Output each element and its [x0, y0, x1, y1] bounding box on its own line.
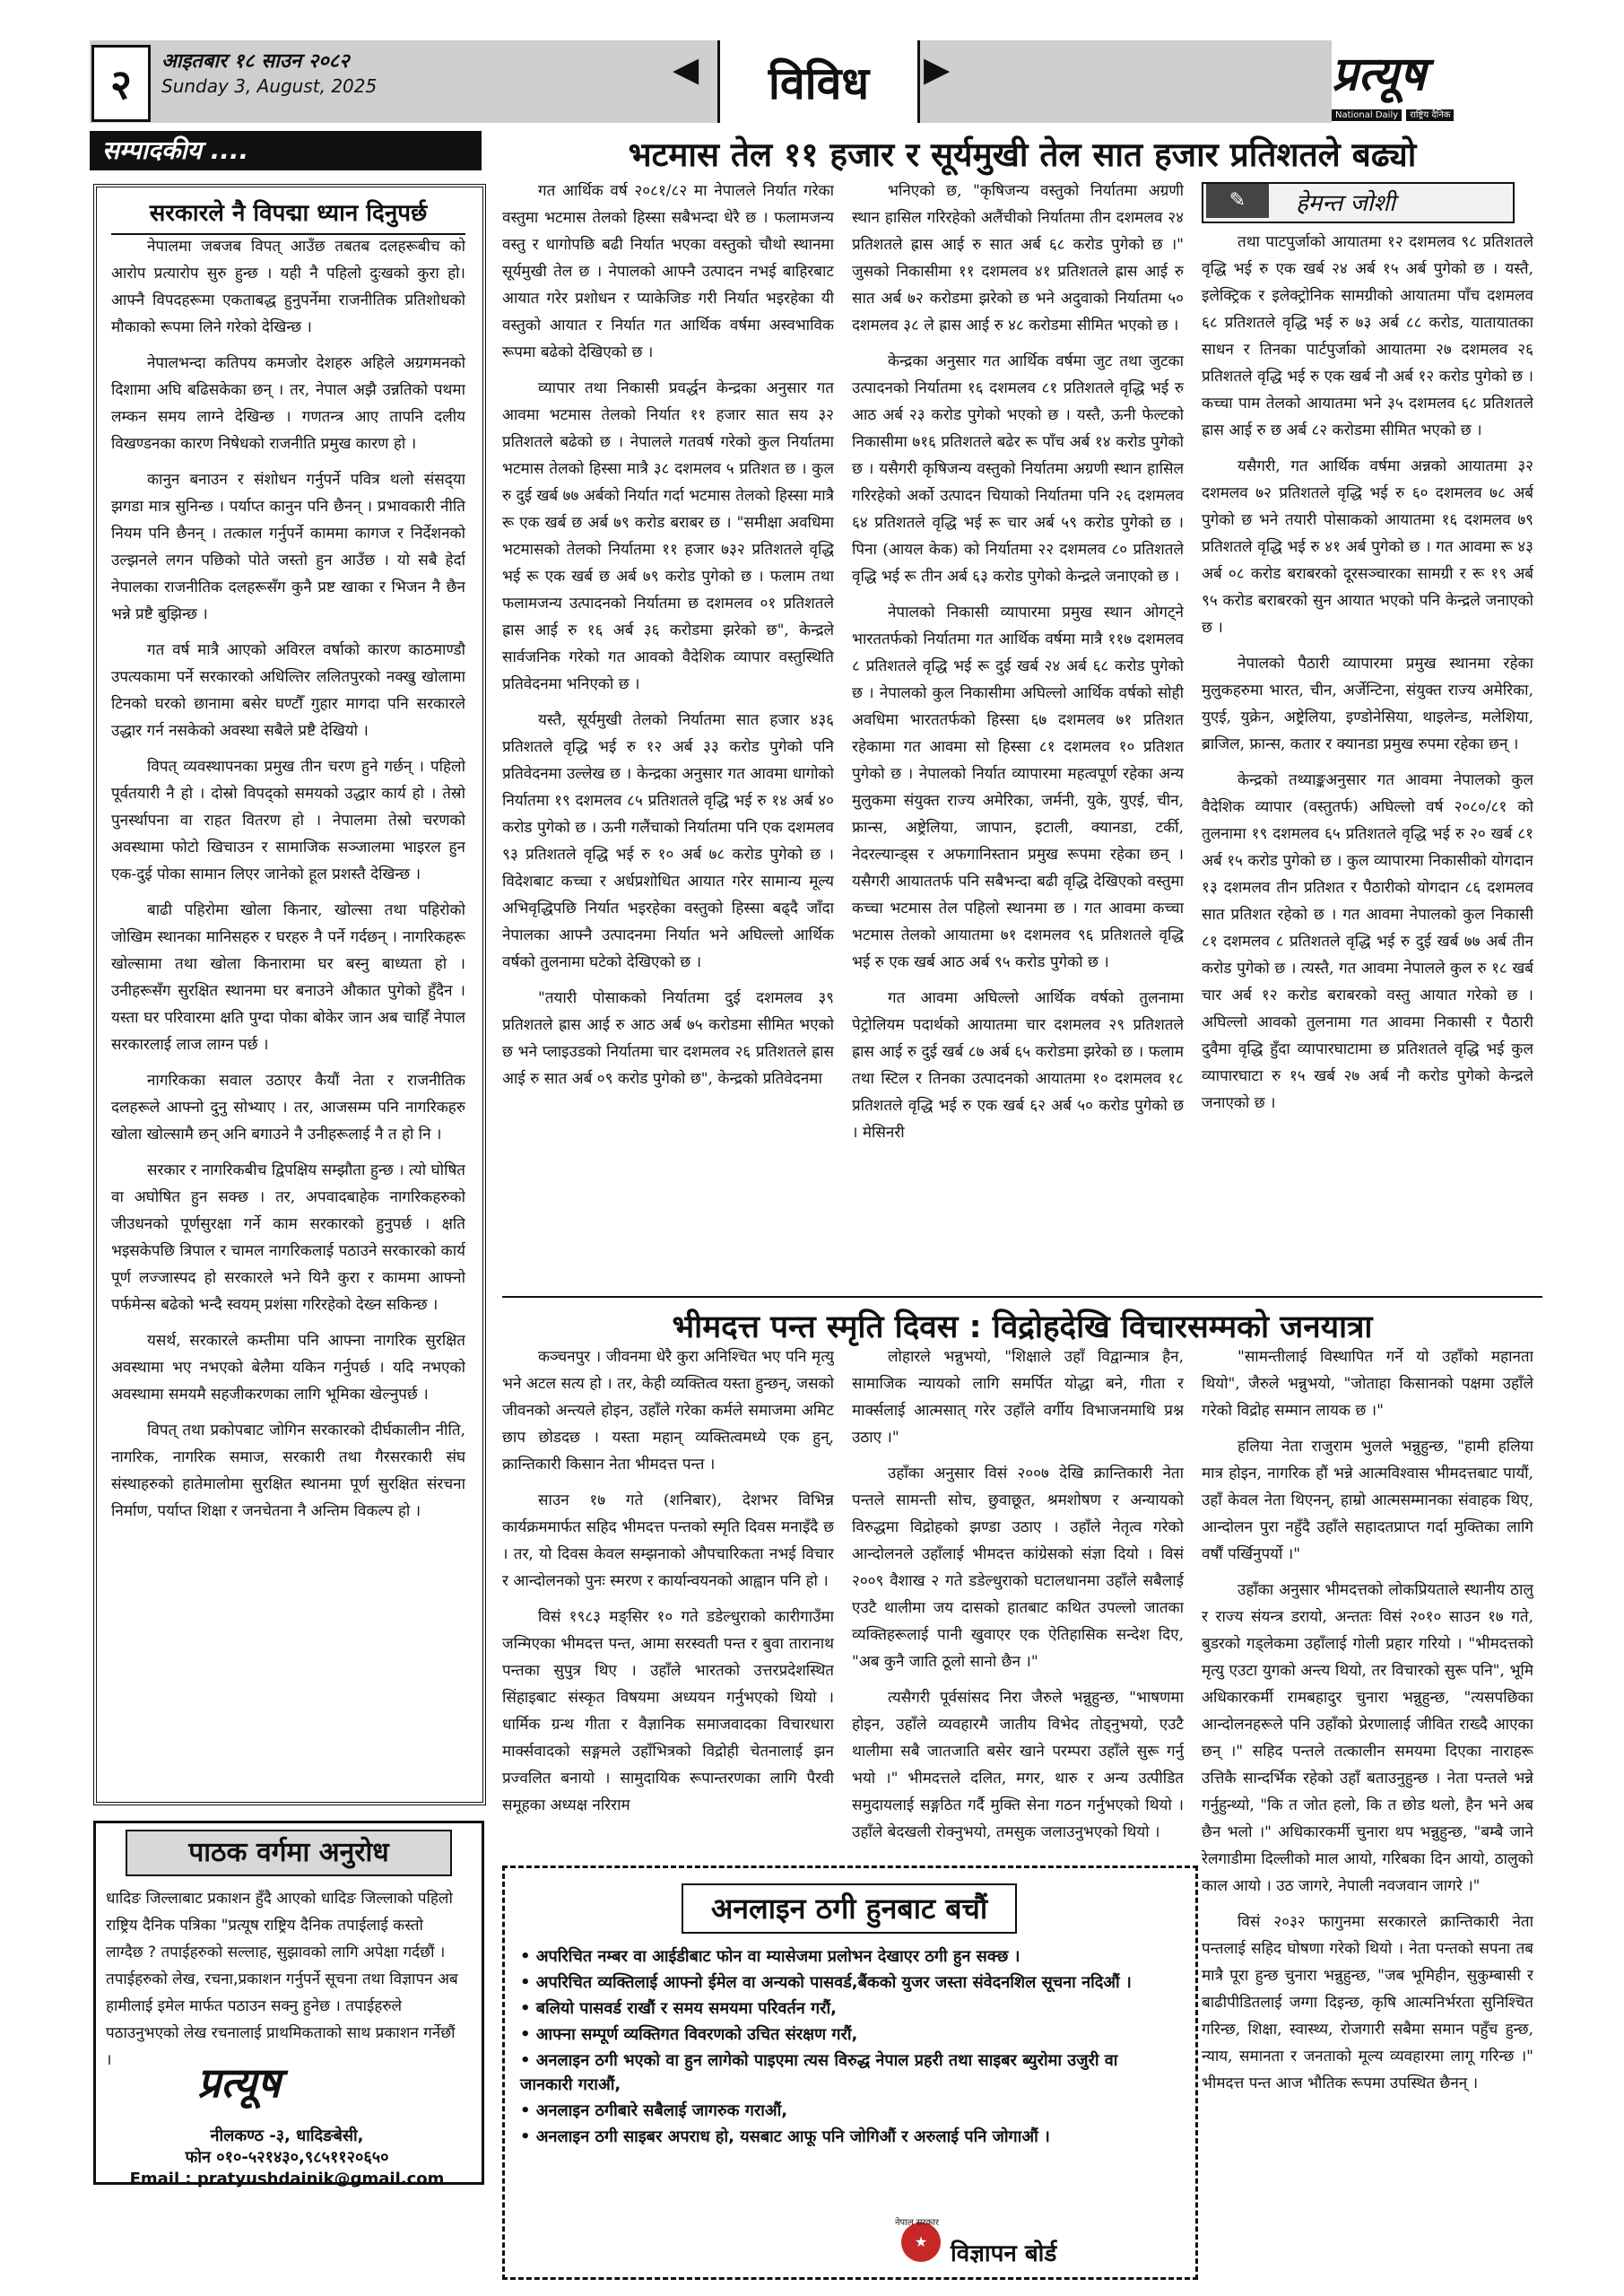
- fraud-notice-title: अनलाइन ठगी हुनबाट बचौं: [682, 1883, 1017, 1934]
- article1-byline: हेमन्त जोशी: [1296, 190, 1395, 217]
- editorial-paragraph: यसर्थ, सरकारले कम्तीमा पनि आफ्ना नागरिक सुरक्षित अवस्थामा भए नभएको बेलैमा यकिन गर्नुपर्छ । यदि नभएको अवस्थामा समयमै सहजीकरणका लागि भूमिका खेल्नुपर्छ ।: [111, 1332, 465, 1404]
- editorial-paragraph: नेपालभन्दा कतिपय कमजोर देशहरु अहिले अग्रगमनको दिशामा अघि बढिसकेका छन् । तर, नेपाल अझै उन्नतिको पथमा लम्कन समय लाग्ने देखिन्छ । गणतन्त्र आए तापनि दलीय विखण्डनका कारण निषेधको राजनीति प्रमुख कारण हो ।: [111, 354, 465, 453]
- list-item: • अनलाइन ठगीबारे सबैलाई जागरुक गराऔं,: [520, 2101, 788, 2120]
- article-paragraph: विसं १९८३ मङ्सिर १० गते डडेल्धुराको कारीगाउँमा जन्मिएका भीमदत्त पन्त, आमा सरस्वती पन्त र बुवा तारानाथ पन्तका सुपुत्र थिए । उहाँले भारतको उत्तरप्रदेशस्थित सिंहाइबाट संस्कृत विषयमा अध्ययन गर्नुभएको थियो । धार्मिक ग्रन्थ गीता र वैज्ञानिक समाजवादका विचारधारा मार्क्सवादको सङ्गमले उहाँभित्रको विद्रोही चेतनालाई झन प्रज्वलित बनायो । सामुदायिक रूपान्तरणका लागि पैरवी समूहका अध्यक्ष नरिराम: [502, 1608, 834, 1814]
- list-item: • अनलाइन ठगी भएको वा हुन लागेको पाइएमा त्यस विरुद्ध नेपाल प्रहरी तथा साइबर ब्युरोमा उजुरी वा जानकारी गराऔं,: [520, 2051, 1118, 2094]
- article-paragraph: "सामन्तीलाई विस्थापित गर्ने यो उहाँको महानता थियो", जैरुले भन्नुभयो, "जोताहा किसानको पक्षमा उहाँले गरेको विद्रोह सम्मान लायक छ ।": [1202, 1348, 1533, 1420]
- article-paragraph: केन्द्रका अनुसार गत आर्थिक वर्षमा जुट तथा जुटका उत्पादनको निर्यातमा १६ दशमलव ८१ प्रतिशतले वृद्धि भई रु आठ अर्ब २३ करोड पुगेको भएको छ । यस्तै, ऊनी फेल्टको निकासीमा ७१६ प्रतिशतले बढेर रू पाँच अर्ब १४ करोड पुगेको छ । यसैगरी कृषिजन्य वस्तुको निर्यातमा अग्रणी स्थान हासिल गरिरहेको अर्को उत्पादन चियाको निर्यातमा पनि २६ दशमलव ६४ प्रतिशतले वृद्धि भई रू चार अर्ब ५९ करोड पुगेको छ । पिना (आयल केक) को निर्यातमा २२ दशमलव ८० प्रतिशतले वृद्धि भई रू तीन अर्ब ६३ करोड पुगेको केन्द्रले जनाएको छ ।: [852, 352, 1184, 586]
- article-paragraph: यस्तै, सूर्यमुखी तेलको निर्यातमा सात हजार ४३६ प्रतिशतले वृद्धि भई रु १२ अर्ब ३३ करोड पुगेको पनि प्रतिवेदनमा उल्लेख छ । केन्द्रका अनुसार गत आवमा धागोको निर्यातमा १९ दशमलव ८५ प्रतिशतले वृद्धि भई रु १४ अर्ब ४० करोड पुगेको छ । ऊनी गलैंचाको निर्यातमा पनि एक दशमलव ९३ प्रतिशतले वृद्धि भई रु १० अर्ब ७८ करोड पुगेको छ । विदेशबाट कच्चा र अर्धप्रशोधित आयात गरेर सामान्य मूल्य अभिवृद्धिपछि निर्यात भइरहेका वस्तुको हिस्सा बढ्दै जाँदा नेपालका आफ्नै उत्पादनमा निर्यात भने अघिल्लो आर्थिक वर्षको तुलनामा घटेको देखिएको छ ।: [502, 711, 834, 971]
- address: नीलकण्ठ -३, धादिङबेसी,: [210, 2126, 364, 2145]
- date-english: Sunday 3, August, 2025: [161, 75, 378, 97]
- reader-request-title: पाठक वर्गमा अनुरोध: [126, 1830, 452, 1876]
- editorial-paragraph: विपत् व्यवस्थापनका प्रमुख तीन चरण हुने गर्छन् । पहिलो पूर्वतयारी नै हो । दोस्रो विपद्को समयको उद्धार कार्य हो । तेस्रो पुनर्स्थापना वा राहत वितरण हो । नेपालमा तेस्रो चरणको अवस्थामा फोटो खिचाउन र सामाजिक सञ्जालमा भाइरल हुन एक-दुई पोका सामान लिएर जानेको हूल प्रशस्तै देखिन्छ ।: [111, 758, 465, 883]
- article-paragraph: "तयारी पोसाकको निर्यातमा दुई दशमलव ३९ प्रतिशतले ह्रास आई रु आठ अर्ब ७५ करोडमा सीमित भएको छ भने प्लाइउडको निर्यातमा चार दशमलव २६ प्रतिशतले ह्रास आई रु सात अर्ब ०९ करोड पुगेको छ", केन्द्रको प्रतिवेदनमा: [502, 989, 834, 1088]
- article-paragraph: नेपालको निकासी व्यापारमा प्रमुख स्थान ओगट्ने भारततर्फको निर्यातमा गत आर्थिक वर्षमा मात्रै ११७ दशमलव ८ प्रतिशतले वृद्धि भई रू दुई खर्ब २४ अर्ब ६८ करोड पुगेको छ । नेपालको कुल निकासीमा अघिल्लो आर्थिक वर्षको सोही अवधिमा भारततर्फको हिस्सा ६७ दशमलव ७१ प्रतिशत रहेकामा गत आवमा सो हिस्सा ८१ दशमलव १० प्रतिशत पुगेको छ । नेपालको निर्यात व्यापारमा महत्वपूर्ण रहेका अन्य मुलुकमा संयुक्त राज्य अमेरिका, जर्मनी, युके, युएई, चीन, फ्रान्स, अष्ट्रेलिया, जापान, इटाली, क्यानडा, टर्की, नेदरल्यान्ड्स र अफगानिस्तान प्रमुख रूपमा रहेका छन् । यसैगरी आयाततर्फ पनि सबैभन्दा बढी वृद्धि देखिएको वस्तुमा कच्चा भटमास तेल पहिलो स्थानमा छ । गत आवमा कच्चा भटमास तेलको आयातमा ७१ दशमलव ९६ प्रतिशतले वृद्धि भई रु एक खर्ब आठ अर्ब ९५ करोड पुगेको छ ।: [852, 604, 1184, 971]
- list-item: • बलियो पासवर्ड राखौं र समय समयमा परिवर्तन गरौं,: [520, 1999, 838, 2018]
- arrow-left-icon: ◀: [673, 49, 699, 89]
- list-item: • अपरिचित नम्बर वा आईडीबाट फोन वा म्यासेजमा प्रलोभन देखाएर ठगी हुन सक्छ ।: [520, 1947, 1020, 1966]
- article-paragraph: कञ्चनपुर । जीवनमा धेरै कुरा अनिश्चित भए पनि मृत्यु भने अटल सत्य हो । तर, केही व्यक्तित्व यस्ता हुन्छन्, जसको जीवनको अन्त्यले होइन, उहाँले गरेका कर्मले समाजमा अमिट छाप छोडदछ । यस्ता महान् व्यक्तित्वमध्ये एक हुन्, क्रान्तिकारी किसान नेता भीमदत्त पन्त ।: [502, 1348, 834, 1474]
- article-paragraph: यसैगरी, गत आर्थिक वर्षमा अन्नको आयातमा ३२ दशमलव ७२ प्रतिशतले वृद्धि भई रु ६० दशमलव ७८ अर्ब पुगेको छ भने तयारी पोसाकको आयातमा १६ दशमलव ७९ प्रतिशतले वृद्धि भई रु ४१ अर्ब पुगेको छ । गत आवमा रू ४३ अर्ब ०८ करोड बराबरको दूरसञ्चारका सामग्री र रू १९ अर्ब ९५ करोड बराबरको सुन आयात भएको पनि केन्द्रले जनाएको छ ।: [1202, 457, 1533, 637]
- editorial-title: सरकारले नै विपद्मा ध्यान दिनुपर्छ: [111, 196, 465, 235]
- reader-request-logo: प्रत्यूष: [197, 2058, 281, 2107]
- list-item: • अनलाइन ठगी साइबर अपराध हो, यसबाट आफू पनि जोगिऔं र अरुलाई पनि जोगाऔं ।: [520, 2127, 1050, 2146]
- nepal-emblem-icon: ★: [901, 2222, 941, 2262]
- page-number: २: [91, 45, 151, 122]
- article-paragraph: गत आर्थिक वर्ष २०८१/८२ मा नेपालले निर्यात गरेका वस्तुमा भटमास तेलको हिस्सा सबैभन्दा धेरै छ । फलामजन्य वस्तु र धागोपछि बढी निर्यात भएका वस्तुको चौथो स्थानमा सूर्यमुखी तेल छ । नेपालको आफ्नै उत्पादन नभई बाहिरबाट आयात गरेर प्रशोधन र प्याकेजिङ गरी निर्यात भइरहेका यी वस्तुको आयात र निर्यात गत आर्थिक वर्षमा अस्वभाविक रूपमा बढेको देखिएको छ ।: [502, 182, 834, 361]
- fraud-notice-footer: विज्ञापन बोर्ड: [951, 2240, 1057, 2267]
- article-paragraph: उहाँका अनुसार विसं २००७ देखि क्रान्तिकारी नेता पन्तले सामन्ती सोच, छुवाछूत, श्रमशोषण र अन्यायको विरुद्धमा विद्रोहको झण्डा उठाए । उहाँले नेतृत्व गरेको आन्दोलनले उहाँलाई भीमदत्त कांग्रेसको संज्ञा दियो । विसं २००९ वैशाख २ गते डडेल्धुराको घटालधानमा उहाँले सबैलाई एउटै थालीमा जय दासको हातबाट कथित उपल्लो जातका व्यक्तिहरूलाई पानी खुवाएर एक ऐतिहासिक सन्देश दिए, "अब कुनै जाति ठूलो सानो छैन ।": [852, 1465, 1184, 1671]
- editorial-paragraph: नागरिकका सवाल उठाएर कैयौं नेता र राजनीतिक दलहरूले आफ्नो दुनु सोभ्याए । तर, आजसम्म पनि नागरिकहरु खोला खोल्सामै छन् अनि बगाउने नै उनीहरूलाई नै त हो नि ।: [111, 1072, 465, 1144]
- article-paragraph: त्यसैगरी पूर्वसांसद निरा जैरुले भन्नुहुन्छ, "भाषणमा होइन, उहाँले व्यवहारमै जातीय विभेद तोड्नुभयो, एउटै थालीमा सबै जातजाति बसेर खाने परम्परा उहाँले सुरू गर्नु भयो ।" भीमदत्तले दलित, मगर, थारु र अन्य उत्पीडित समुदायलाई सङ्गठित गर्दै मुक्ति सेना गठन गर्नुभएको थियो । उहाँले बेदखली रोक्नुभयो, तमसुक जलाउनुभएको थियो ।: [852, 1689, 1184, 1841]
- article-paragraph: उहाँका अनुसार भीमदत्तको लोकप्रियताले स्थानीय ठालु र राज्य संयन्त्र डरायो, अन्ततः विसं २०१० साउन १७ गते, बुडरको गड्लेकमा उहाँलाई गोली प्रहार गरियो । "भीमदत्तको मृत्यु एउटा युगको अन्त्य थियो, तर विचारको सुरू पनि", भूमि अधिकारकर्मी रामबहादुर चुनारा भन्नुहुन्छ, "त्यसपछिका आन्दोलनहरूले पनि उहाँको प्रेरणालाई जीवित राख्दै आएका छन् ।" सहिद पन्तले तत्कालीन समयमा दिएका नाराहरू उत्तिकै सान्दर्भिक रहेको उहाँ बताउनुहुन्छ । नेता पन्तले भन्ने गर्नुहुन्थ्यो, "कि त जोत हलो, कि त छोड थलो, हैन भने अब छैन भलो ।" अधिकारकर्मी चुनारा थप भन्नुहुन्छ, "बम्बै जाने रेलगाडीमा दिल्लीको माल आयो, गरिबका दिन आयो, ठालुको काल आयो । उठ जागरे, नेपाली नवजवान जागरे ।": [1202, 1581, 1533, 1895]
- article2-column-2: [852, 1344, 1184, 1846]
- editorial-paragraph: नेपालमा जबजब विपत् आउँछ तबतब दलहरूबीच को आरोप प्रत्यारोप सुरु हुन्छ । यही नै पहिलो दुःखको कुरा हो। आफ्नै विपदहरूमा एकताबद्ध हुनुपर्नेमा राजनीतिक प्रतिशोधको मौकाको रूपमा लिने गरेको देखिन्छ ।: [111, 238, 465, 336]
- article-paragraph: व्यापार तथा निकासी प्रवर्द्धन केन्द्रका अनुसार गत आवमा भटमास तेलको निर्यात ११ हजार सात सय ३२ प्रतिशतले बढेको छ । नेपालले गतवर्ष गरेको कुल निर्यातमा भटमास तेलको हिस्सा मात्रै ३८ दशमलव ५ प्रतिशत छ । कुल रु दुई खर्ब ७७ अर्बको निर्यात गर्दा भटमास तेलको हिस्सा मात्रै रू एक खर्ब छ अर्ब ७९ करोड बराबर छ । "समीक्षा अवधिमा भटमासको तेलको निर्यातमा ११ हजार ७३२ प्रतिशतले वृद्धि भई रू एक खर्ब छ अर्ब ७९ करोड पुगेको छ । फलाम तथा फलामजन्य उत्पादनको निर्यातमा छ दशमलव ०१ प्रतिशतले ह्रास आई रु १६ अर्ब ३६ करोडमा झरेको छ", केन्द्रले सार्वजनिक गरेको गत आवको वैदेशिक व्यापार वस्तुस्थिति प्रतिवेदनमा भनिएको छ ।: [502, 379, 834, 693]
- article-paragraph: हलिया नेता राजुराम भुलले भन्नुहुन्छ, "हामी हलिया मात्र होइन, नागरिक हौं भन्ने आत्मविश्वास भीमदत्तबाट पायौं, उहाँ केवल नेता थिएनन्, हाम्रो आत्मसम्मानका संवाहक थिए, आन्दोलन पुरा नहुँदै उहाँले सहादतप्राप्त गर्दा मुक्तिका लागि वर्षौं पर्खिनुपर्यो ।": [1202, 1438, 1533, 1563]
- article-paragraph: भनिएको छ, "कृषिजन्य वस्तुको निर्यातमा अग्रणी स्थान हासिल गरिरहेको अलैंचीको निर्यातमा तीन दशमलव २४ प्रतिशतले ह्रास आई रु सात अर्ब ६८ करोड पुगेको छ ।" जुसको निकासीमा ११ दशमलव ४१ प्रतिशतले ह्रास आई रु सात अर्ब ७२ करोडमा झरेको छ भने अदुवाको निर्यातमा ५० दशमलव ३८ ले ह्रास आई रु ४८ करोडमा सीमित भएको छ ।: [852, 182, 1184, 335]
- email[interactable]: Email : pratyushdainik@gmail.com: [129, 2170, 445, 2188]
- editorial-paragraph: विपत् तथा प्रकोपबाट जोगिन सरकारको दीर्घकालीन नीति, नागरिक, नागरिक समाज, सरकारी तथा गैरसरकारी संघ संस्थाहरुको हातेमालोमा सुरक्षित स्थानमा पूर्ण सुरक्षित संरचना निर्माण, पर्याप्त शिक्षा र जनचेतना नै अन्तिम विकल्प हो ।: [111, 1422, 465, 1520]
- date-nepali: आइतबार १८ साउन २०८२: [161, 50, 350, 73]
- article1-column-2: [852, 178, 1184, 1272]
- editorial-band: सम्पादकीय ....: [90, 131, 482, 170]
- editorial-paragraph: सरकार र नागरिकबीच द्विपक्षिय सम्झौता हुन्छ । त्यो घोषित वा अघोषित हुन सक्छ । तर, अपवादबाहेक नागरिकहरुको जीउधनको पूर्णसुरक्षा गर्ने काम सरकारको हुनुपर्छ । क्षति भइसकेपछि त्रिपाल र चामल नागरिकलाई पठाउने सरकारको कार्य पूर्ण लज्जास्पद हो सरकारले भने यिनै कुरा र काममा आफ्नो पर्फमेन्स बढेको भन्दै स्वयम् प्रशंसा गरिरहेको देख्न सकिन्छ ।: [111, 1161, 465, 1314]
- reader-request-text: धादिङ जिल्लाबाट प्रकाशन हुँदै आएको धादिङ जिल्लाको पहिलो राष्ट्रिय दैनिक पत्रिका "प्रत्यूष राष्ट्रिय दैनिक तपाईलाई कस्तो लाग्दैछ ? तपाईहरुको सल्लाह, सुझावको लागि अपेक्षा गर्दछौं । तपाईहरुको लेख, रचना,प्रकाशन गर्नुपर्ने सूचना तथा विज्ञापन अब हामीलाई इमेल मार्फत पठाउन सक्नु हुनेछ । तपाईहरुले पठाउनुभएको लेख रचनालाई प्राथमिकताको साथ प्रकाशन गर्नेछौं ।: [106, 1890, 458, 2069]
- article-paragraph: नेपालको पैठारी व्यापारमा प्रमुख स्थानमा रहेका मुलुकहरुमा भारत, चीन, अर्जेन्टिना, संयुक्त राज्य अमेरिका, युएई, युक्रेन, अष्ट्रेलिया, इण्डोनेसिया, थाइलेन्ड, मलेशिया, ब्राजिल, फ्रान्स, कतार र क्यानडा प्रमुख रुपमा रहेका छन् ।: [1202, 655, 1533, 753]
- emblem-label: नेपाल सरकार: [895, 2218, 939, 2228]
- list-item: • आफ्ना सम्पूर्ण व्यक्तिगत विवरणको उचित संरक्षण गरौं,: [520, 2025, 858, 2044]
- editorial-paragraph: बाढी पहिरोमा खोला किनार, खोल्सा तथा पहिरोको जोखिम स्थानका मानिसहरु र घरहरु नै पर्ने गर्दछन् । नागरिकहरू खोल्सामा तथा खोला किनारामा घर बस्नु बाध्यता हो । उनीहरूसँग सुरक्षित स्थानमा घर बनाउने औकात पुगेको हुँदैन । यस्ता घर परिवारमा क्षति पुग्दा पोका बोकेर जान अब चाहिँ नेपाल सरकारलाई लाज लाग्न पर्छ ।: [111, 901, 465, 1054]
- article1-headline: भटमास तेल ११ हजार र सूर्यमुखी तेल सात हजार प्रतिशतले बढ्यो: [628, 135, 1417, 174]
- article1-column-3: [1202, 229, 1533, 1274]
- section-title: विविध: [717, 40, 920, 123]
- editorial-paragraph: गत वर्ष मात्रै आएको अविरल वर्षाको कारण काठमाण्डौ उपत्यकामा पर्ने सरकारको अधिल्तिर ललितपुरको नक्खु खोलामा टिनको घरको छानामा बसेर घण्टौँ गुहार मागदा पनि सरकारले उद्धार गर्न नसकेको अवस्था सबैले प्रष्टै देखियो ।: [111, 641, 465, 740]
- article1-column-1: [502, 178, 834, 1272]
- logo-subtitle-np: राष्ट्रिय दैनिक: [1406, 109, 1454, 121]
- article2-column-1: [502, 1344, 834, 1846]
- article-paragraph: साउन १७ गते (शनिबार), देशभर विभिन्न कार्यक्रममार्फत सहिद भीमदत्त पन्तको स्मृति दिवस मनाइँदै छ । तर, यो दिवस केवल सम्झनाको औपचारिकता नभई विचार र आन्दोलनको पुनः स्मरण र कार्यान्वयनको आह्वान पनि हो ।: [502, 1492, 834, 1590]
- article-paragraph: विसं २०३२ फागुनमा सरकारले क्रान्तिकारी नेता पन्तलाई सहिद घोषणा गरेको थियो । नेता पन्तको सपना तब मात्रै पूरा हुन्छ चुनारा भन्नुहुन्छ, "जब भूमिहीन, सुकुम्बासी र बाढीपीडितलाई जग्गा दिइन्छ, कृषि आत्मनिर्भरता सुनिश्चित गरिन्छ, शिक्षा, स्वास्थ्य, रोजगारी सबैमा समान पहुँच हुन्छ, न्याय, समानता र जनताको मूल्य व्यवहारमा लागू गरिन्छ ।" भीमदत्त पन्त आज भौतिक रूपमा उपस्थित छैनन् ।: [1202, 1913, 1533, 2092]
- reader-request-contact: [108, 2126, 466, 2190]
- logo-subtitle-en: National Daily: [1332, 109, 1402, 121]
- editorial-body: [111, 233, 465, 1785]
- article-paragraph: लोहारले भन्नुभयो, "शिक्षाले उहाँ विद्वान्मात्र हैन, सामाजिक न्यायको लागि समर्पित योद्धा बने, गीता र मार्क्सलाई आत्मसात् गरेर उहाँले वर्गीय विभाजनमाथि प्रश्न उठाए ।": [852, 1348, 1184, 1447]
- phone: फोन ०१०-५२१४३०,९८५११२०६५०: [185, 2148, 389, 2167]
- article2-headline: भीमदत्त पन्त स्मृति दिवस : विद्रोहदेखि विचारसम्मको जनयात्रा: [502, 1296, 1542, 1347]
- fraud-notice-list: [520, 1944, 1175, 2151]
- article-paragraph: तथा पाटपुर्जाको आयातमा १२ दशमलव ९८ प्रतिशतले वृद्धि भई रु एक खर्ब २४ अर्ब १५ अर्ब पुगेको छ । यस्तै, इलेक्ट्रिक र इलेक्ट्रोनिक सामग्रीको आयातमा पाँच दशमलव ६८ प्रतिशतले वृद्धि भई रु ७३ अर्ब ८८ करोड, यातायातका साधन र तिनका पार्टपुर्जाको आयातमा २७ दशमलव २६ प्रतिशतले वृद्धि भई रु एक खर्ब नौ अर्ब १२ करोड पुगेको छ । कच्चा पाम तेलको आयातमा भने ३५ दशमलव ६८ प्रतिशतले ह्रास आई रु छ अर्ब ८२ करोडमा सीमित भएको छ ।: [1202, 233, 1533, 439]
- editorial-paragraph: कानुन बनाउन र संशोधन गर्नुपर्ने पवित्र थलो संसद्‌या झगडा मात्र सुनिन्छ । पर्याप्त कानुन पनि छैनन् । प्रभावकारी नीति नियम पनि छैनन् । तत्काल गर्नुपर्ने काममा कागज र निर्देशनको उल्झनले लगन पछिको पोते जस्तो हुन आउँछ । यो सबै हेर्दा नेपालका राजनीतिक दलहरूसँग कुनै प्रष्ट खाका र भिजन नै छैन भन्ने प्रष्टै बुझिन्छ ।: [111, 471, 465, 623]
- logo-wordmark: प्रत्यूष: [1332, 48, 1426, 101]
- arrow-right-icon: ▶: [924, 49, 951, 89]
- article-paragraph: केन्द्रको तथ्याङ्कअनुसार गत आवमा नेपालको कुल वैदेशिक व्यापार (वस्तुतर्फ) अघिल्लो वर्ष २०८०/८१ को तुलनामा १९ दशमलव ६५ प्रतिशतले वृद्धि भई रु २० खर्ब ८१ अर्ब १५ करोड पुगेको छ । कुल व्यापारमा निकासीको योगदान १३ दशमलव तीन प्रतिशत र पैठारीको योगदान ८६ दशमलव सात प्रतिशत रहेको छ । गत आवमा नेपालको कुल निकासी ८१ दशमलव ८ प्रतिशतले वृद्धि भई रु दुई खर्ब ७७ अर्ब तीन करोड पुगेको छ । त्यस्तै, गत आवमा नेपालले कुल रु १८ खर्ब चार अर्ब १२ करोड बराबरको वस्तु आयात गरेको छ । अघिल्लो आवको तुलनामा गत आवमा निकासी र पैठारी दुवैमा वृद्धि हुँदा व्यापारघाटामा छ प्रतिशतले वृद्धि भई कुल व्यापारघाटा रु १५ खर्ब २७ अर्ब नौ करोड पुगेको केन्द्रले जनाएको छ ।: [1202, 771, 1533, 1112]
- list-item: • अपरिचित व्यक्तिलाई आफ्नो ईमेल वा अन्यको पासवर्ड,बैंकको युजर जस्ता संवेदनशिल सूचना नदिऔं ।: [520, 1973, 1132, 1992]
- pen-icon: ✎: [1206, 184, 1269, 218]
- article2-column-3: [1202, 1344, 1533, 2294]
- article-paragraph: गत आवमा अघिल्लो आर्थिक वर्षको तुलनामा पेट्रोलियम पदार्थको आयातमा चार दशमलव २९ प्रतिशतले ह्रास आई रु दुई खर्ब ८७ अर्ब ६५ करोडमा झरेको छ । फलाम तथा स्टिल र तिनका उत्पादनको आयातमा १० दशमलव १८ प्रतिशतले वृद्धि भई रु एक खर्ब ६२ अर्ब ५० करोड पुगेको छ । मेसिनरी: [852, 989, 1184, 1142]
- masthead-logo: [1332, 40, 1538, 123]
